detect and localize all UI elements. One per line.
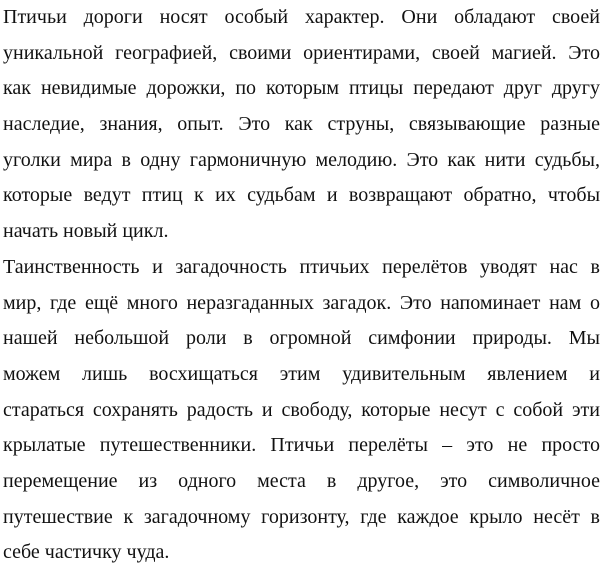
text-line: стараться сохранять радость и свободу, которые несут с собой эти [3, 398, 600, 421]
text-line: уникальной географией, своими ориентирами, своей магией. Это [3, 41, 600, 64]
text-line: начать новый цикл. [3, 220, 169, 243]
text-line: мир, где ещё много неразгаданных загадок. Это напоминает нам о [3, 291, 600, 314]
text-line: которые ведут птиц к их судьбам и возвращают обратно, чтобы [3, 184, 600, 207]
text-line: нашей небольшой роли в огромной симфонии природы. Мы [3, 327, 600, 350]
text-line: крылатые путешественники. Птичьи перелёты – это не просто [3, 434, 600, 457]
text-line: перемещение из одного места в другое, это символичное [3, 469, 600, 492]
document-body [3, 0, 600, 571]
text-line: уголки мира в одну гармоничную мелодию. Это как нити судьбы, [3, 148, 600, 171]
text-line: путешествие к загадочному горизонту, где каждое крыло несёт в [3, 505, 600, 528]
text-line: как невидимые дорожки, по которым птицы передают друг другу [3, 77, 600, 100]
text-line: себе частичку чуда. [3, 541, 170, 564]
text-line: Птичьи дороги носят особый характер. Они обладают своей [3, 6, 600, 28]
paragraph-1 [3, 0, 600, 250]
text-line: можем лишь восхищаться этим удивительным явлением и [3, 362, 600, 385]
paragraph-2 [3, 250, 600, 571]
text-line: Таинственность и загадочность птичьих перелётов уводят нас в [3, 255, 600, 278]
text-line: наследие, знания, опыт. Это как струны, связывающие разные [3, 113, 600, 136]
